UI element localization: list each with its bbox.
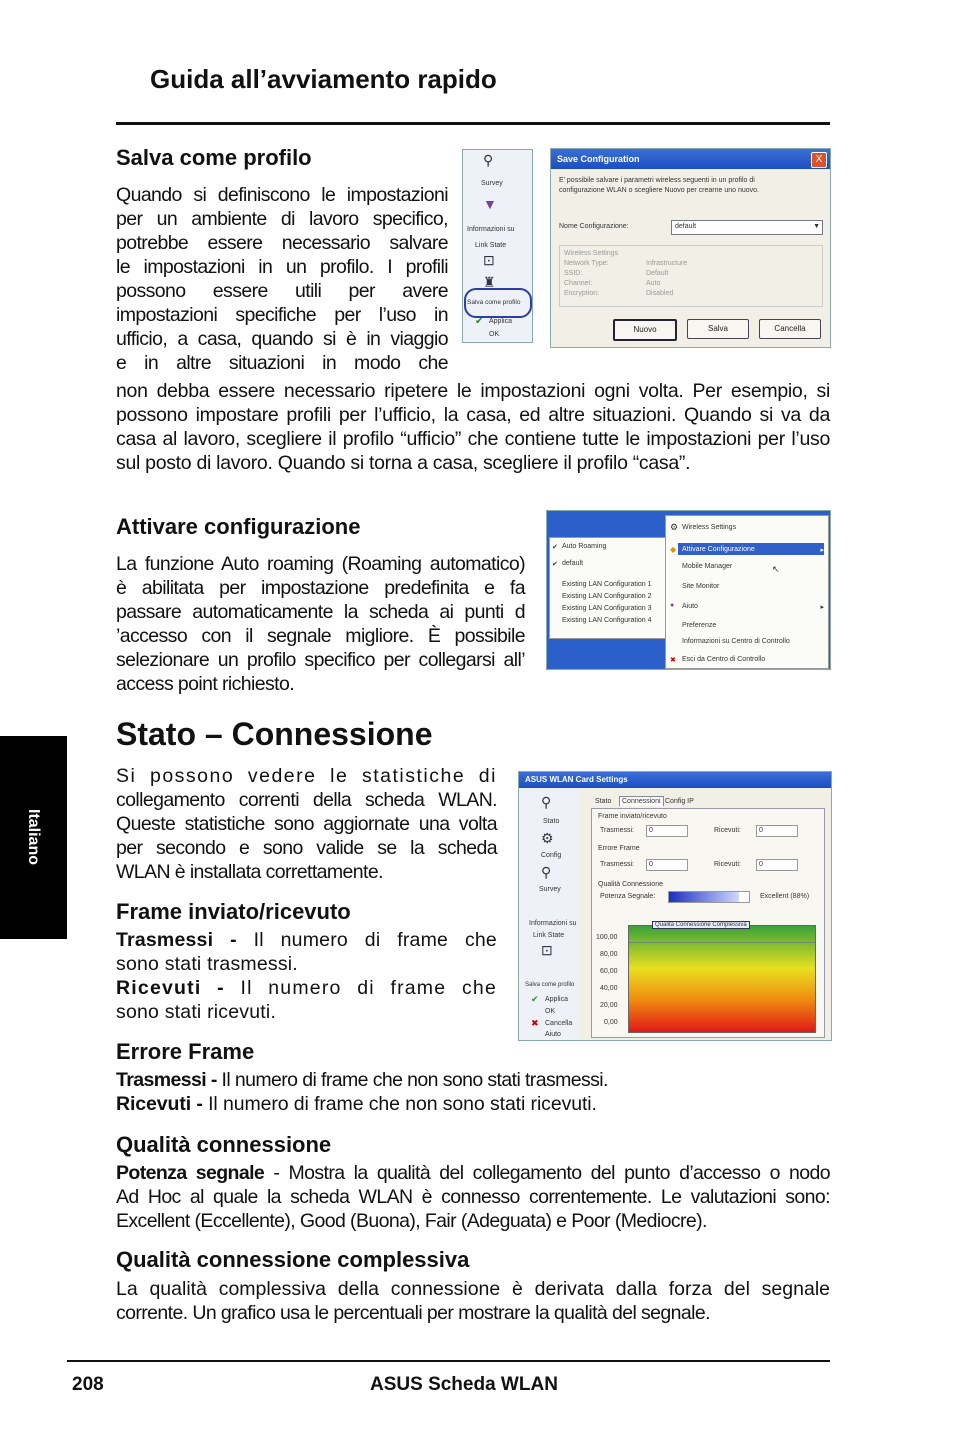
stats-window-title: ASUS WLAN Card Settings — [525, 775, 628, 784]
sidebar-label: Cancella — [545, 1020, 573, 1027]
tx-error-field — [646, 859, 688, 871]
text-line: casa al lavoro, scegliere il profilo “ufficio” che contiene tutte le impostazioni per l’uso — [116, 428, 830, 450]
section-heading-qualita: Qualità connessione — [116, 1132, 332, 1157]
overall-quality-label: Qualità Connessione Complessiva — [652, 921, 750, 929]
setting-key: Encryption: — [564, 290, 600, 297]
menu-item[interactable]: default — [562, 560, 584, 567]
section-heading-frame: Frame inviato/ricevuto — [116, 899, 351, 924]
setting-value: Disabled — [646, 290, 674, 297]
settings-title: Wireless Settings — [564, 250, 619, 257]
text-line: collegamento correnti della scheda WLAN. — [116, 789, 497, 811]
text-line: access point richiesto. — [116, 673, 295, 695]
tx-text: Il numero di frame che non sono stati trasmessi. — [216, 1069, 608, 1091]
link-state-icon: ⊡ — [541, 942, 553, 958]
profile-menu — [549, 537, 669, 639]
text-line: Si possono vedere le statistiche di — [116, 765, 497, 787]
text-line: possono impostare profili per l’ufficio, la casa, ed altre situazioni. Quando si va da — [116, 404, 830, 426]
tx-text: Il numero di frame che — [236, 929, 497, 951]
sidebar-label: Config — [541, 852, 562, 859]
header-title: Guida all’avviamento rapido — [150, 64, 497, 94]
wlan-card-settings-screenshot — [518, 771, 832, 1041]
setting-value: Default — [646, 270, 669, 277]
chevron-right-icon: ▸ — [820, 604, 824, 611]
language-side-tab — [0, 736, 67, 939]
help-icon: ● — [670, 602, 675, 609]
text-line: Queste statistiche sono aggiornate una volta — [116, 813, 497, 835]
sidebar-label: Survey — [539, 886, 561, 893]
section-heading-complessiva: Qualità connessione complessiva — [116, 1247, 470, 1272]
frame-text — [116, 928, 497, 1024]
section-heading-errore: Errore Frame — [116, 1039, 255, 1064]
text-line: La funzione Auto roaming (Roaming automatico) — [116, 553, 525, 575]
text-line: Excellent (Eccellente), Good (Buona), Fair (Adeguata) e Poor (Mediocre). — [116, 1210, 707, 1232]
chevron-right-icon: ▸ — [820, 547, 824, 554]
text-line: per secondo e sono valide se la scheda — [116, 837, 497, 859]
rx-text: Il numero di frame che — [224, 977, 497, 999]
section1-narrow-text — [116, 183, 448, 375]
y-tick: 60,00 — [600, 968, 618, 975]
survey-icon: ⚲ — [483, 152, 494, 168]
tx-label: Trasmessi: — [600, 827, 634, 834]
rx-text: Il numero di frame che non sono stati ricevuti. — [202, 1093, 597, 1115]
signal-value: Excellent (88%) — [760, 893, 810, 900]
cancel-icon: ✖ — [531, 1018, 539, 1028]
quality-line — [629, 942, 815, 943]
setting-key: Channel: — [564, 280, 593, 287]
sidebar-label: OK — [489, 331, 500, 338]
close-icon[interactable]: X — [811, 152, 827, 168]
signal-strength-text: - Mostra la qualità del collegamento del punto d’accesso o nodo — [264, 1162, 830, 1184]
footer-title: ASUS Scheda WLAN — [370, 1374, 558, 1395]
menu-item[interactable]: Informazioni su Centro di Controllo — [682, 638, 790, 645]
menu-item[interactable]: Wireless Settings — [682, 524, 737, 531]
sidebar-label: Salva come profilo — [467, 299, 521, 306]
setting-key: Network Type: — [564, 260, 609, 267]
signal-bar-fill — [669, 892, 739, 902]
tab-connessioni[interactable]: Connessioni — [619, 796, 664, 806]
save-configuration-dialog — [550, 148, 831, 348]
text-line: non debba essere necessario ripetere le impostazioni ogni volta. Per esempio, si — [116, 380, 830, 402]
check-icon: ✔ — [552, 561, 558, 568]
sidebar-label: Link State — [533, 932, 565, 939]
text-line: possono essere utili per avere — [116, 280, 448, 302]
menu-item[interactable]: Existing LAN Configuration 3 — [562, 605, 652, 612]
status-icon: ⚲ — [541, 794, 552, 810]
tab-config-ip[interactable]: Config IP — [665, 798, 694, 805]
text-line: Ad Hoc al quale la scheda WLAN è connesso correntemente. Le valutazioni sono: — [116, 1186, 830, 1208]
link-state-icon: ⊡ — [483, 252, 495, 268]
settings-group — [559, 245, 823, 307]
text-line: potrebbe essere necessario salvare — [116, 232, 448, 254]
rx-label: Ricevuti - — [116, 1093, 203, 1115]
section-heading-salva: Salva come profilo — [116, 145, 312, 170]
y-tick: 20,00 — [600, 1002, 618, 1009]
rx-label: Ricevuti - — [116, 977, 225, 999]
wireless-icon: ⚙ — [670, 522, 679, 532]
sidebar-label: Salva come profilo — [525, 982, 575, 988]
language-label: Italiano — [25, 808, 42, 866]
rx-error-field — [756, 859, 798, 871]
stats-panel — [591, 808, 825, 1038]
text-line: le impostazioni in un profilo. I profili — [116, 256, 448, 278]
text-line: sono stati ricevuti. — [116, 1001, 277, 1023]
name-select[interactable] — [671, 220, 823, 235]
sidebar-label: Informazioni su — [467, 226, 515, 233]
tray-menu-screenshot — [546, 510, 831, 670]
qualita-text — [116, 1161, 830, 1233]
rx-label: Ricevuti: — [714, 861, 741, 868]
signal-strength-label: Potenza segnale — [116, 1162, 265, 1184]
save-sidebar-screenshot — [462, 149, 533, 343]
survey-icon: ⚲ — [541, 864, 552, 880]
rx-label: Ricevuti: — [714, 827, 741, 834]
sidebar-label: Stato — [543, 818, 560, 825]
tx-label: Trasmessi - — [116, 929, 237, 951]
text-line: sono stati trasmessi. — [116, 953, 298, 975]
footer-rule — [67, 1360, 830, 1362]
sidebar-label: Aiuto — [545, 1031, 561, 1038]
setting-value: Auto — [646, 280, 661, 287]
tab-stato[interactable]: Stato — [595, 798, 612, 805]
dialog-titlebar — [551, 149, 830, 169]
menu-item[interactable]: Site Monitor — [682, 583, 720, 590]
sidebar-label: Applica — [489, 318, 512, 325]
tx-error-value: 0 — [649, 861, 653, 868]
menu-item[interactable]: Existing LAN Configuration 2 — [562, 593, 652, 600]
rx-value: 0 — [759, 827, 763, 834]
text-line: WLAN è installata correttamente. — [116, 861, 383, 883]
name-value: default — [675, 223, 697, 230]
dialog-message: E’ possibile salvare i parametri wireless seguenti in un profilo di — [559, 177, 755, 184]
errore-text — [116, 1068, 830, 1116]
menu-item[interactable]: Mobile Manager — [682, 563, 733, 570]
setting-key: SSID: — [564, 270, 583, 277]
dialog-message: configurazione WLAN o scegliere Nuovo per crearne uno nuovo. — [559, 187, 760, 194]
y-tick: 80,00 — [600, 951, 618, 958]
text-line: La qualità complessiva della connessione è derivata dalla forza del segnale — [116, 1278, 830, 1300]
group-label: Errore Frame — [598, 845, 640, 852]
checkmark-icon: ✔ — [475, 316, 484, 327]
chevron-down-icon: ▼ — [813, 223, 820, 230]
rx-field — [756, 825, 798, 837]
rx-error-value: 0 — [759, 861, 763, 868]
stats-titlebar — [519, 772, 831, 788]
y-tick: 40,00 — [600, 985, 618, 992]
tx-value: 0 — [649, 827, 653, 834]
menu-item[interactable]: Existing LAN Configuration 4 — [562, 617, 652, 624]
y-tick: 100,00 — [596, 934, 618, 941]
profile-icon: ◆ — [670, 545, 677, 554]
menu-item[interactable]: Preferenze — [682, 622, 717, 629]
sidebar-label: Applica — [545, 996, 568, 1003]
menu-item[interactable]: Existing LAN Configuration 1 — [562, 581, 652, 588]
text-line: corrente. Un grafico usa le percentuali per mostrare la qualità del segnale. — [116, 1302, 710, 1324]
text-line: e in altre situazioni in modo che — [116, 352, 448, 374]
tx-label: Trasmessi - — [116, 1069, 217, 1091]
menu-item[interactable]: Auto Roaming — [562, 543, 607, 550]
text-line: è abilitata per impostazione predefinita e fa — [116, 577, 525, 599]
sidebar-label: Link State — [475, 242, 507, 249]
name-label: Nome Configurazione: — [559, 223, 629, 230]
exit-icon: ✖ — [670, 657, 676, 664]
stats-sidebar — [519, 788, 579, 1040]
cursor-icon: ↖ — [772, 564, 780, 574]
dialog-title: Save Configuration — [557, 154, 640, 164]
menu-item-active[interactable]: Attivare Configurazione — [682, 546, 755, 553]
text-line: passare automaticamente la scheda ai punti d — [116, 601, 525, 623]
page-title-stato: Stato – Connessione — [116, 716, 433, 752]
section-heading-attivare: Attivare configurazione — [116, 514, 361, 539]
signal-bar — [668, 891, 750, 903]
tx-label: Trasmessi: — [600, 861, 634, 868]
config-icon: ⚙ — [541, 830, 554, 846]
check-icon: ✔ — [552, 544, 558, 551]
sidebar-label: Survey — [481, 180, 503, 187]
save-button[interactable]: Salva — [687, 319, 749, 339]
context-menu — [665, 515, 829, 669]
info-icon: ▼ — [483, 196, 497, 212]
cancel-button[interactable]: Cancella — [759, 319, 821, 339]
section1-wide-text — [116, 379, 830, 475]
text-line: ’accesso con il segnale migliore. È possibile — [116, 625, 525, 647]
section3-text — [116, 764, 497, 884]
text-line: sul posto di lavoro. Quando si torna a casa, scegliere il profilo “casa”. — [116, 452, 691, 474]
y-tick: 0,00 — [604, 1019, 618, 1026]
text-line: per un ambiente di lavoro specifico, — [116, 208, 448, 230]
quality-graph — [628, 925, 816, 1033]
text-line: ufficio, a casa, quando si è in viaggio — [116, 328, 448, 350]
group-label: Qualità Connessione — [598, 881, 663, 888]
sidebar-label: Informazioni su — [529, 920, 577, 927]
checkmark-icon: ✔ — [531, 994, 539, 1004]
text-line: impostazioni specifiche per l’uso in — [116, 304, 448, 326]
page-number: 208 — [72, 1374, 104, 1395]
complessiva-text — [116, 1277, 830, 1325]
menu-item[interactable]: Aiuto — [682, 603, 698, 610]
setting-value: Infrastructure — [646, 260, 688, 267]
menu-item[interactable]: Esci da Centro di Controllo — [682, 656, 766, 663]
header-rule — [116, 122, 830, 125]
section2-text — [116, 552, 525, 696]
text-line: selezionare un profilo specifico per collegarsi all’ — [116, 649, 525, 671]
tx-field — [646, 825, 688, 837]
save-profile-icon: ♜ — [483, 274, 496, 290]
sidebar-label: OK — [545, 1008, 556, 1015]
text-line: Quando si definiscono le impostazioni — [116, 184, 448, 206]
signal-label: Potenza Segnale: — [600, 893, 656, 900]
new-button[interactable]: Nuovo — [613, 319, 677, 341]
group-label: Frame inviato/ricevuto — [598, 813, 667, 820]
